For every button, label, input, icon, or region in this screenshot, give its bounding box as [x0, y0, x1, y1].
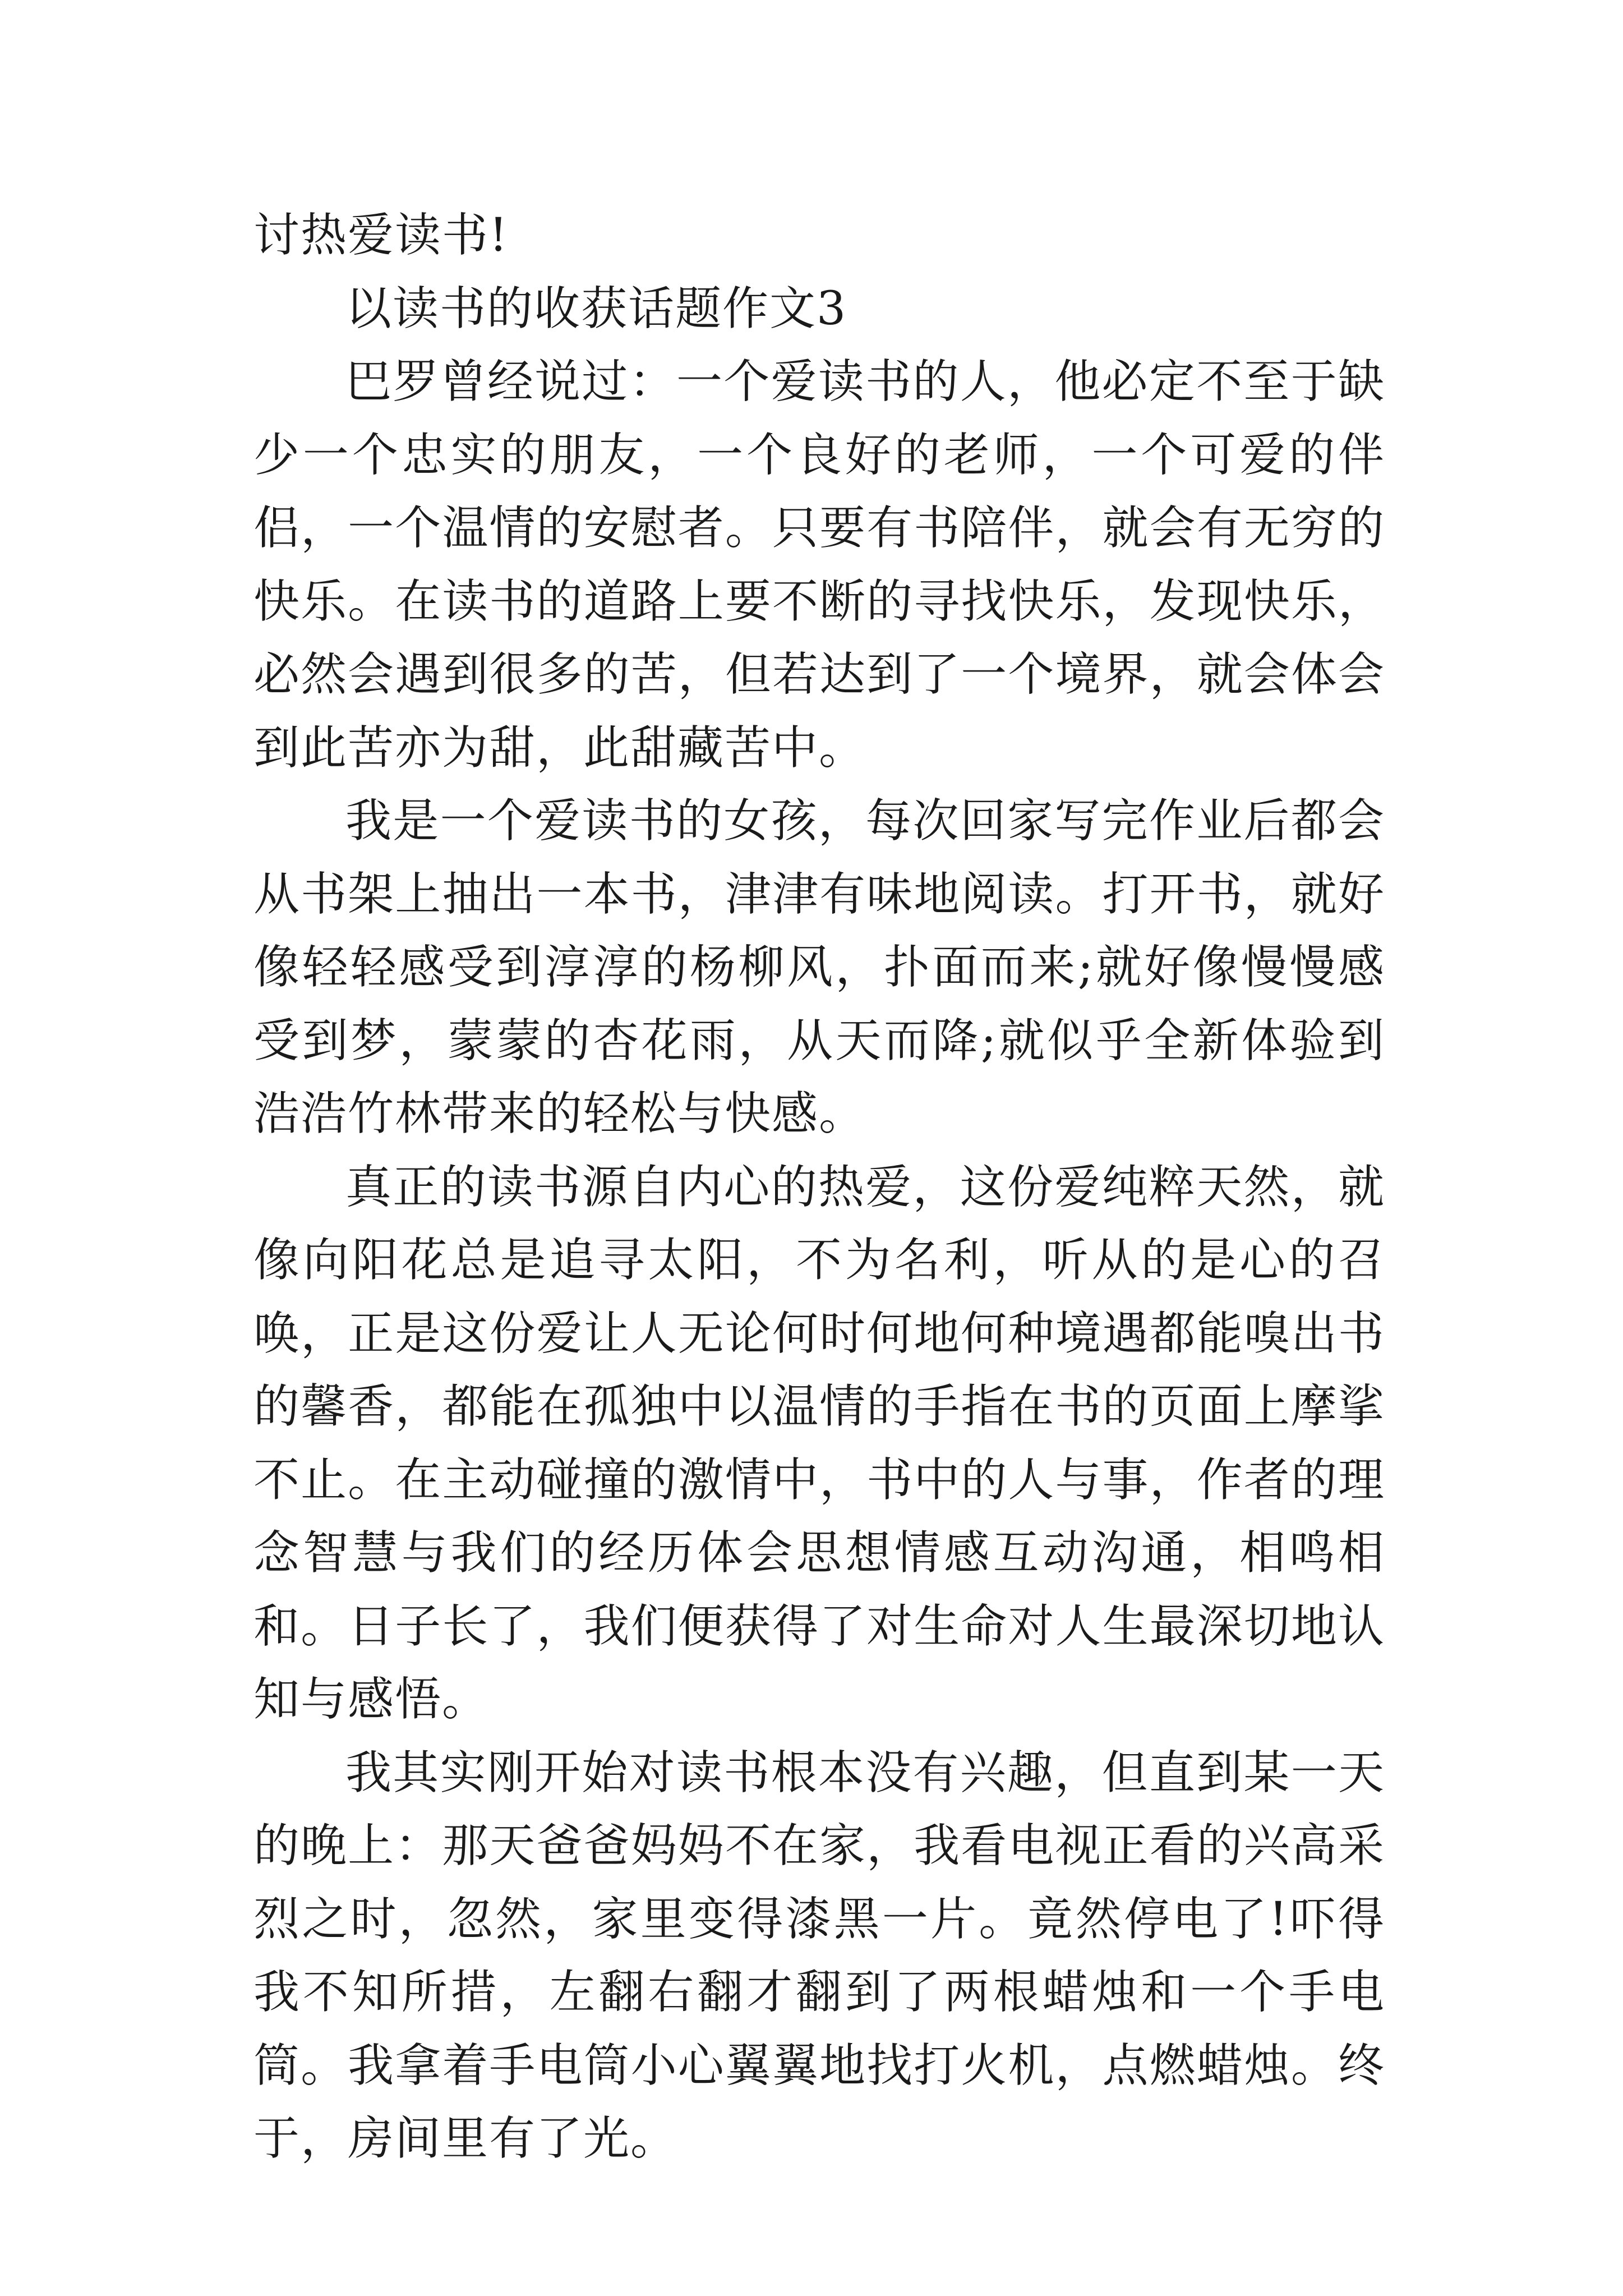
paragraph: 我其实刚开始对读书根本没有兴趣，但直到某一天的晚上：那天爸爸妈妈不在家，我看电视正看的兴高采烈之时，忽然，家里变得漆黑一片。竟然停电了!吓得我不知所措，左翻右翻才翻到了两根蜡烛和一个手电筒。我拿着手电筒小心翼翼地找打火机，点燃蜡烛。终于，房间里有了光。	[253, 1746, 1385, 2165]
document-body	[253, 199, 1385, 2176]
paragraph: 巴罗曾经说过：一个爱读书的人，他必定不至于缺少一个忠实的朋友，一个良好的老师，一个可爱的伴侣，一个温情的安慰者。只要有书陪伴，就会有无穷的快乐。在读书的道路上要不断的寻找快乐，发现快乐，必然会遇到很多的苦，但若达到了一个境界，就会体会到此苦亦为甜，此甜藏苦中。	[253, 355, 1385, 775]
paragraph-continuation: 讨热爱读书!	[253, 209, 509, 262]
essay-title: 以读书的收获话题作文3	[345, 282, 847, 335]
paragraph: 我是一个爱读书的女孩，每次回家写完作业后都会从书架上抽出一本书，津津有味地阅读。打开书，就好像轻轻感受到淳淳的杨柳风，扑面而来;就好像慢慢感受到梦，蒙蒙的杏花雨，从天而降;就似乎全新体验到浩浩竹林带来的轻松与快感。	[253, 794, 1385, 1140]
paragraph: 真正的读书源自内心的热爱，这份爱纯粹天然，就像向阳花总是追寻太阳，不为名利，听从的是心的召唤，正是这份爱让人无论何时何地何种境遇都能嗅出书的馨香，都能在孤独中以温情的手指在书的页面上摩挲不止。在主动碰撞的激情中，书中的人与事，作者的理念智慧与我们的经历体会思想情感互动沟通，相鸣相和。日子长了，我们便获得了对生命对人生最深切地认知与感悟。	[253, 1160, 1385, 1726]
